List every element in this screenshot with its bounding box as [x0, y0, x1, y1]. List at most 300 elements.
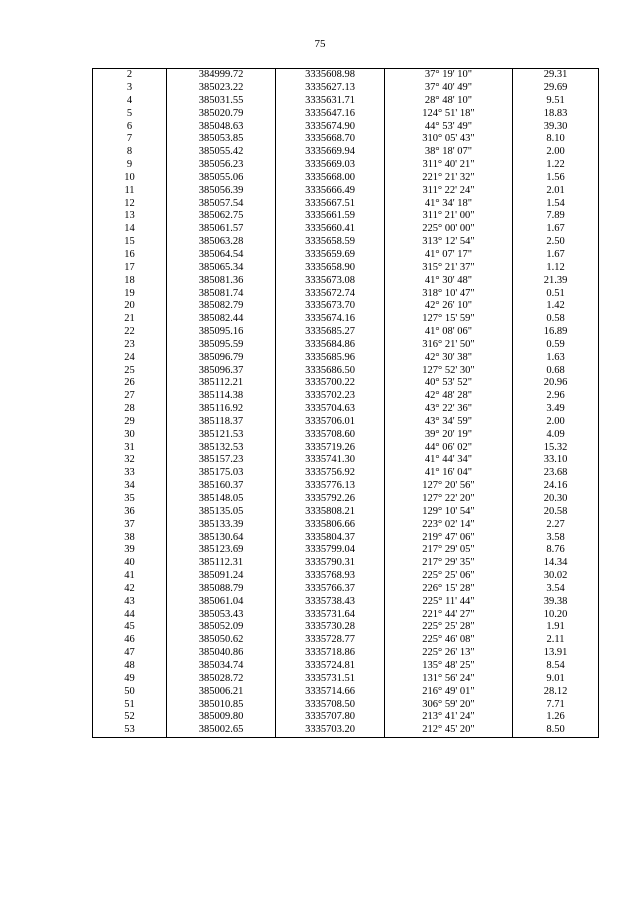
y-coordinate-cell: 3335658.90: [276, 262, 385, 275]
table-row: [93, 608, 599, 621]
table-row: [93, 660, 599, 673]
table-row: [93, 583, 599, 596]
distance-cell: 0.58: [513, 313, 599, 326]
point-number-cell: 7: [93, 133, 167, 146]
x-coordinate-cell: 385175.03: [167, 467, 276, 480]
table-row: [93, 352, 599, 365]
bearing-cell: 217° 29' 35": [385, 557, 513, 570]
distance-cell: 28.12: [513, 686, 599, 699]
point-number-cell: 19: [93, 287, 167, 300]
table-row: [93, 686, 599, 699]
bearing-cell: 42° 26' 10": [385, 300, 513, 313]
y-coordinate-cell: 3335702.23: [276, 390, 385, 403]
table-row: [93, 390, 599, 403]
y-coordinate-cell: 3335804.37: [276, 531, 385, 544]
point-number-cell: 45: [93, 621, 167, 634]
y-coordinate-cell: 3335672.74: [276, 287, 385, 300]
x-coordinate-cell: 385112.21: [167, 377, 276, 390]
y-coordinate-cell: 3335659.69: [276, 249, 385, 262]
distance-cell: 10.20: [513, 608, 599, 621]
x-coordinate-cell: 385063.28: [167, 236, 276, 249]
table-row: [93, 223, 599, 236]
x-coordinate-cell: 385088.79: [167, 583, 276, 596]
point-number-cell: 12: [93, 197, 167, 210]
bearing-cell: 40° 53' 52": [385, 377, 513, 390]
distance-cell: 39.38: [513, 596, 599, 609]
point-number-cell: 9: [93, 159, 167, 172]
bearing-cell: 226° 15' 28": [385, 583, 513, 596]
x-coordinate-cell: 385096.37: [167, 364, 276, 377]
distance-cell: 2.11: [513, 634, 599, 647]
point-number-cell: 27: [93, 390, 167, 403]
point-number-cell: 38: [93, 531, 167, 544]
coordinates-table-body: [93, 69, 599, 738]
bearing-cell: 38° 18' 07": [385, 146, 513, 159]
point-number-cell: 25: [93, 364, 167, 377]
table-row: [93, 95, 599, 108]
x-coordinate-cell: 385056.23: [167, 159, 276, 172]
distance-cell: 1.67: [513, 249, 599, 262]
x-coordinate-cell: 385095.59: [167, 339, 276, 352]
y-coordinate-cell: 3335608.98: [276, 69, 385, 82]
x-coordinate-cell: 385006.21: [167, 686, 276, 699]
bearing-cell: 310° 05' 43": [385, 133, 513, 146]
table-row: [93, 82, 599, 95]
y-coordinate-cell: 3335627.13: [276, 82, 385, 95]
table-row: [93, 275, 599, 288]
y-coordinate-cell: 3335706.01: [276, 416, 385, 429]
x-coordinate-cell: 385002.65: [167, 724, 276, 737]
distance-cell: 30.02: [513, 570, 599, 583]
point-number-cell: 53: [93, 724, 167, 737]
table-row: [93, 403, 599, 416]
distance-cell: 33.10: [513, 454, 599, 467]
x-coordinate-cell: 385116.92: [167, 403, 276, 416]
x-coordinate-cell: 385135.05: [167, 506, 276, 519]
point-number-cell: 36: [93, 506, 167, 519]
point-number-cell: 40: [93, 557, 167, 570]
point-number-cell: 10: [93, 172, 167, 185]
x-coordinate-cell: 385148.05: [167, 493, 276, 506]
distance-cell: 2.96: [513, 390, 599, 403]
bearing-cell: 43° 34' 59": [385, 416, 513, 429]
x-coordinate-cell: 385053.43: [167, 608, 276, 621]
bearing-cell: 225° 26' 13": [385, 647, 513, 660]
point-number-cell: 20: [93, 300, 167, 313]
table-row: [93, 519, 599, 532]
y-coordinate-cell: 3335741.30: [276, 454, 385, 467]
x-coordinate-cell: 385123.69: [167, 544, 276, 557]
bearing-cell: 42° 48' 28": [385, 390, 513, 403]
point-number-cell: 2: [93, 69, 167, 82]
table-row: [93, 673, 599, 686]
x-coordinate-cell: 385157.23: [167, 454, 276, 467]
y-coordinate-cell: 3335719.26: [276, 441, 385, 454]
distance-cell: 29.69: [513, 82, 599, 95]
y-coordinate-cell: 3335730.28: [276, 621, 385, 634]
distance-cell: 1.56: [513, 172, 599, 185]
bearing-cell: 44° 06' 02": [385, 441, 513, 454]
bearing-cell: 318° 10' 47": [385, 287, 513, 300]
x-coordinate-cell: 385062.75: [167, 210, 276, 223]
x-coordinate-cell: 385112.31: [167, 557, 276, 570]
table-row: [93, 493, 599, 506]
bearing-cell: 225° 25' 28": [385, 621, 513, 634]
y-coordinate-cell: 3335731.51: [276, 673, 385, 686]
coordinates-table: [92, 68, 599, 738]
table-row: [93, 570, 599, 583]
x-coordinate-cell: 385091.24: [167, 570, 276, 583]
y-coordinate-cell: 3335686.50: [276, 364, 385, 377]
bearing-cell: 127° 20' 56": [385, 480, 513, 493]
y-coordinate-cell: 3335703.20: [276, 724, 385, 737]
bearing-cell: 221° 44' 27": [385, 608, 513, 621]
y-coordinate-cell: 3335776.13: [276, 480, 385, 493]
bearing-cell: 216° 49' 01": [385, 686, 513, 699]
bearing-cell: 41° 30' 48": [385, 275, 513, 288]
distance-cell: 1.91: [513, 621, 599, 634]
point-number-cell: 52: [93, 711, 167, 724]
point-number-cell: 51: [93, 698, 167, 711]
bearing-cell: 44° 53' 49": [385, 120, 513, 133]
x-coordinate-cell: 385160.37: [167, 480, 276, 493]
bearing-cell: 311° 22' 24": [385, 185, 513, 198]
point-number-cell: 11: [93, 185, 167, 198]
table-row: [93, 506, 599, 519]
point-number-cell: 32: [93, 454, 167, 467]
table-row: [93, 698, 599, 711]
table-row: [93, 210, 599, 223]
x-coordinate-cell: 384999.72: [167, 69, 276, 82]
y-coordinate-cell: 3335667.51: [276, 197, 385, 210]
x-coordinate-cell: 385020.79: [167, 108, 276, 121]
distance-cell: 14.34: [513, 557, 599, 570]
x-coordinate-cell: 385031.55: [167, 95, 276, 108]
distance-cell: 2.00: [513, 416, 599, 429]
x-coordinate-cell: 385082.44: [167, 313, 276, 326]
page-number: 75: [314, 38, 326, 50]
y-coordinate-cell: 3335731.64: [276, 608, 385, 621]
distance-cell: 7.71: [513, 698, 599, 711]
table-row: [93, 313, 599, 326]
x-coordinate-cell: 385053.85: [167, 133, 276, 146]
y-coordinate-cell: 3335806.66: [276, 519, 385, 532]
bearing-cell: 41° 34' 18": [385, 197, 513, 210]
x-coordinate-cell: 385132.53: [167, 441, 276, 454]
table-row: [93, 467, 599, 480]
table-row: [93, 596, 599, 609]
point-number-cell: 37: [93, 519, 167, 532]
point-number-cell: 33: [93, 467, 167, 480]
point-number-cell: 14: [93, 223, 167, 236]
table-row: [93, 711, 599, 724]
table-row: [93, 454, 599, 467]
distance-cell: 8.54: [513, 660, 599, 673]
distance-cell: 3.49: [513, 403, 599, 416]
distance-cell: 23.68: [513, 467, 599, 480]
distance-cell: 13.91: [513, 647, 599, 660]
y-coordinate-cell: 3335647.16: [276, 108, 385, 121]
y-coordinate-cell: 3335631.71: [276, 95, 385, 108]
y-coordinate-cell: 3335669.94: [276, 146, 385, 159]
bearing-cell: 41° 07' 17": [385, 249, 513, 262]
point-number-cell: 44: [93, 608, 167, 621]
distance-cell: 0.68: [513, 364, 599, 377]
point-number-cell: 43: [93, 596, 167, 609]
table-row: [93, 621, 599, 634]
distance-cell: 20.96: [513, 377, 599, 390]
point-number-cell: 29: [93, 416, 167, 429]
point-number-cell: 18: [93, 275, 167, 288]
y-coordinate-cell: 3335668.70: [276, 133, 385, 146]
bearing-cell: 39° 20' 19": [385, 429, 513, 442]
x-coordinate-cell: 385082.79: [167, 300, 276, 313]
y-coordinate-cell: 3335738.43: [276, 596, 385, 609]
table-row: [93, 172, 599, 185]
distance-cell: 3.58: [513, 531, 599, 544]
bearing-cell: 131° 56' 24": [385, 673, 513, 686]
point-number-cell: 8: [93, 146, 167, 159]
y-coordinate-cell: 3335685.27: [276, 326, 385, 339]
table-row: [93, 69, 599, 82]
bearing-cell: 223° 02' 14": [385, 519, 513, 532]
table-row: [93, 249, 599, 262]
table-row: [93, 326, 599, 339]
y-coordinate-cell: 3335792.26: [276, 493, 385, 506]
x-coordinate-cell: 385034.74: [167, 660, 276, 673]
bearing-cell: 37° 19' 10": [385, 69, 513, 82]
bearing-cell: 225° 25' 06": [385, 570, 513, 583]
x-coordinate-cell: 385095.16: [167, 326, 276, 339]
y-coordinate-cell: 3335674.16: [276, 313, 385, 326]
distance-cell: 15.32: [513, 441, 599, 454]
bearing-cell: 41° 44' 34": [385, 454, 513, 467]
point-number-cell: 30: [93, 429, 167, 442]
table-row: [93, 339, 599, 352]
y-coordinate-cell: 3335666.49: [276, 185, 385, 198]
point-number-cell: 5: [93, 108, 167, 121]
x-coordinate-cell: 385028.72: [167, 673, 276, 686]
y-coordinate-cell: 3335808.21: [276, 506, 385, 519]
point-number-cell: 21: [93, 313, 167, 326]
table-row: [93, 634, 599, 647]
distance-cell: 8.10: [513, 133, 599, 146]
distance-cell: 16.89: [513, 326, 599, 339]
x-coordinate-cell: 385057.54: [167, 197, 276, 210]
table-row: [93, 133, 599, 146]
x-coordinate-cell: 385064.54: [167, 249, 276, 262]
point-number-cell: 4: [93, 95, 167, 108]
x-coordinate-cell: 385023.22: [167, 82, 276, 95]
bearing-cell: 37° 40' 49": [385, 82, 513, 95]
x-coordinate-cell: 385133.39: [167, 519, 276, 532]
x-coordinate-cell: 385009.80: [167, 711, 276, 724]
distance-cell: 1.67: [513, 223, 599, 236]
point-number-cell: 49: [93, 673, 167, 686]
point-number-cell: 3: [93, 82, 167, 95]
table-row: [93, 531, 599, 544]
bearing-cell: 135° 48' 25": [385, 660, 513, 673]
distance-cell: 9.01: [513, 673, 599, 686]
bearing-cell: 41° 08' 06": [385, 326, 513, 339]
bearing-cell: 127° 52' 30": [385, 364, 513, 377]
table-row: [93, 429, 599, 442]
x-coordinate-cell: 385081.36: [167, 275, 276, 288]
distance-cell: 4.09: [513, 429, 599, 442]
bearing-cell: 313° 12' 54": [385, 236, 513, 249]
point-number-cell: 6: [93, 120, 167, 133]
distance-cell: 1.26: [513, 711, 599, 724]
distance-cell: 3.54: [513, 583, 599, 596]
x-coordinate-cell: 385048.63: [167, 120, 276, 133]
x-coordinate-cell: 385010.85: [167, 698, 276, 711]
y-coordinate-cell: 3335766.37: [276, 583, 385, 596]
y-coordinate-cell: 3335700.22: [276, 377, 385, 390]
x-coordinate-cell: 385061.57: [167, 223, 276, 236]
distance-cell: 0.59: [513, 339, 599, 352]
table-row: [93, 108, 599, 121]
x-coordinate-cell: 385055.06: [167, 172, 276, 185]
point-number-cell: 50: [93, 686, 167, 699]
point-number-cell: 48: [93, 660, 167, 673]
point-number-cell: 31: [93, 441, 167, 454]
point-number-cell: 46: [93, 634, 167, 647]
y-coordinate-cell: 3335685.96: [276, 352, 385, 365]
distance-cell: 2.01: [513, 185, 599, 198]
table-row: [93, 197, 599, 210]
y-coordinate-cell: 3335673.70: [276, 300, 385, 313]
y-coordinate-cell: 3335708.60: [276, 429, 385, 442]
bearing-cell: 306° 59' 20": [385, 698, 513, 711]
bearing-cell: 221° 21' 32": [385, 172, 513, 185]
bearing-cell: 127° 15' 59": [385, 313, 513, 326]
y-coordinate-cell: 3335756.92: [276, 467, 385, 480]
table-row: [93, 185, 599, 198]
bearing-cell: 316° 21' 50": [385, 339, 513, 352]
y-coordinate-cell: 3335718.86: [276, 647, 385, 660]
x-coordinate-cell: 385040.86: [167, 647, 276, 660]
bearing-cell: 129° 10' 54": [385, 506, 513, 519]
y-coordinate-cell: 3335708.50: [276, 698, 385, 711]
x-coordinate-cell: 385118.37: [167, 416, 276, 429]
distance-cell: 29.31: [513, 69, 599, 82]
distance-cell: 7.89: [513, 210, 599, 223]
distance-cell: 18.83: [513, 108, 599, 121]
table-row: [93, 724, 599, 737]
table-row: [93, 364, 599, 377]
bearing-cell: 213° 41' 24": [385, 711, 513, 724]
table-row: [93, 480, 599, 493]
x-coordinate-cell: 385050.62: [167, 634, 276, 647]
table-row: [93, 120, 599, 133]
point-number-cell: 47: [93, 647, 167, 660]
y-coordinate-cell: 3335674.90: [276, 120, 385, 133]
bearing-cell: 219° 47' 06": [385, 531, 513, 544]
point-number-cell: 41: [93, 570, 167, 583]
distance-cell: 1.22: [513, 159, 599, 172]
y-coordinate-cell: 3335661.59: [276, 210, 385, 223]
point-number-cell: 22: [93, 326, 167, 339]
table-row: [93, 159, 599, 172]
bearing-cell: 41° 16' 04": [385, 467, 513, 480]
y-coordinate-cell: 3335728.77: [276, 634, 385, 647]
y-coordinate-cell: 3335768.93: [276, 570, 385, 583]
bearing-cell: 124° 51' 18": [385, 108, 513, 121]
table-row: [93, 262, 599, 275]
distance-cell: 20.58: [513, 506, 599, 519]
point-number-cell: 16: [93, 249, 167, 262]
x-coordinate-cell: 385114.38: [167, 390, 276, 403]
distance-cell: 24.16: [513, 480, 599, 493]
distance-cell: 1.54: [513, 197, 599, 210]
y-coordinate-cell: 3335669.03: [276, 159, 385, 172]
bearing-cell: 42° 30' 38": [385, 352, 513, 365]
point-number-cell: 26: [93, 377, 167, 390]
distance-cell: 2.00: [513, 146, 599, 159]
distance-cell: 1.42: [513, 300, 599, 313]
x-coordinate-cell: 385121.53: [167, 429, 276, 442]
bearing-cell: 28° 48' 10": [385, 95, 513, 108]
point-number-cell: 23: [93, 339, 167, 352]
bearing-cell: 311° 40' 21": [385, 159, 513, 172]
y-coordinate-cell: 3335704.63: [276, 403, 385, 416]
bearing-cell: 315° 21' 37": [385, 262, 513, 275]
distance-cell: 0.51: [513, 287, 599, 300]
table-row: [93, 557, 599, 570]
x-coordinate-cell: 385055.42: [167, 146, 276, 159]
x-coordinate-cell: 385052.09: [167, 621, 276, 634]
point-number-cell: 42: [93, 583, 167, 596]
bearing-cell: 127° 22' 20": [385, 493, 513, 506]
bearing-cell: 225° 11' 44": [385, 596, 513, 609]
point-number-cell: 24: [93, 352, 167, 365]
point-number-cell: 39: [93, 544, 167, 557]
table-row: [93, 300, 599, 313]
x-coordinate-cell: 385061.04: [167, 596, 276, 609]
bearing-cell: 217° 29' 05": [385, 544, 513, 557]
point-number-cell: 13: [93, 210, 167, 223]
x-coordinate-cell: 385130.64: [167, 531, 276, 544]
y-coordinate-cell: 3335658.59: [276, 236, 385, 249]
y-coordinate-cell: 3335799.04: [276, 544, 385, 557]
y-coordinate-cell: 3335724.81: [276, 660, 385, 673]
point-number-cell: 17: [93, 262, 167, 275]
bearing-cell: 225° 00' 00": [385, 223, 513, 236]
table-row: [93, 377, 599, 390]
distance-cell: 1.12: [513, 262, 599, 275]
distance-cell: 9.51: [513, 95, 599, 108]
point-number-cell: 15: [93, 236, 167, 249]
table-row: [93, 287, 599, 300]
distance-cell: 20.30: [513, 493, 599, 506]
x-coordinate-cell: 385096.79: [167, 352, 276, 365]
y-coordinate-cell: 3335790.31: [276, 557, 385, 570]
distance-cell: 21.39: [513, 275, 599, 288]
distance-cell: 8.50: [513, 724, 599, 737]
distance-cell: 1.63: [513, 352, 599, 365]
bearing-cell: 212° 45' 20": [385, 724, 513, 737]
table-row: [93, 416, 599, 429]
y-coordinate-cell: 3335714.66: [276, 686, 385, 699]
table-row: [93, 441, 599, 454]
y-coordinate-cell: 3335707.80: [276, 711, 385, 724]
y-coordinate-cell: 3335673.08: [276, 275, 385, 288]
y-coordinate-cell: 3335660.41: [276, 223, 385, 236]
table-row: [93, 647, 599, 660]
bearing-cell: 43° 22' 36": [385, 403, 513, 416]
distance-cell: 2.50: [513, 236, 599, 249]
y-coordinate-cell: 3335684.86: [276, 339, 385, 352]
